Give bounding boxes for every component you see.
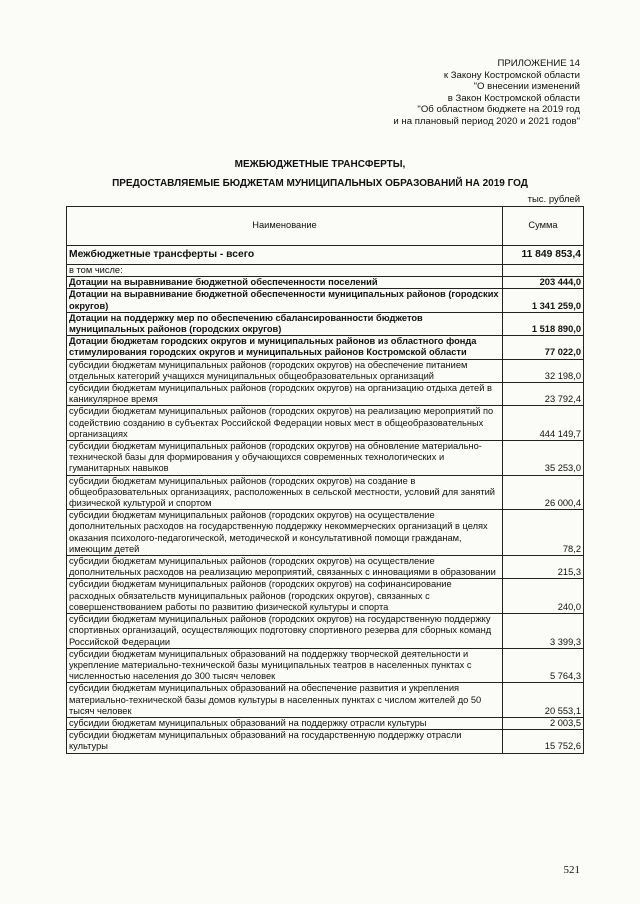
column-header-name: Наименование xyxy=(67,207,503,246)
table-row xyxy=(67,717,584,729)
row-sum: 23 792,4 xyxy=(503,383,584,406)
row-sum xyxy=(503,265,584,277)
table-row xyxy=(67,556,584,579)
page-number: 521 xyxy=(563,864,580,876)
row-name: Дотации на выравнивание бюджетной обеспеченности муниципальных районов (городских округов) xyxy=(67,289,503,312)
row-sum: 203 444,0 xyxy=(503,277,584,289)
appendix-header xyxy=(393,58,580,128)
row-name: субсидии бюджетам муниципальных образований на государственную поддержку отрасли культуры xyxy=(67,730,503,753)
row-name: субсидии бюджетам муниципальных районов (городских округов) на софинансирование расходных обязательств муниципальных районов (городских округов), связанных с совершенствованием работы по развитию физической культуры и спорта xyxy=(67,579,503,614)
table-row xyxy=(67,289,584,312)
table-body xyxy=(67,246,584,754)
row-name: в том числе: xyxy=(67,265,503,277)
table-row xyxy=(67,406,584,441)
row-sum: 26 000,4 xyxy=(503,475,584,510)
row-sum: 32 198,0 xyxy=(503,359,584,382)
row-name: субсидии бюджетам муниципальных районов (городских округов) на создание в общеобразовательных организациях, расположенных в сельской местности, условий для занятий физической культурой и спортом xyxy=(67,475,503,510)
row-sum: 1 518 890,0 xyxy=(503,312,584,335)
row-sum: 15 752,6 xyxy=(503,730,584,753)
row-name: Дотации на выравнивание бюджетной обеспеченности поселений xyxy=(67,277,503,289)
table-row xyxy=(67,246,584,265)
table-row xyxy=(67,579,584,614)
row-name: Межбюджетные трансферты - всего xyxy=(67,246,503,265)
table-row xyxy=(67,336,584,359)
row-name: субсидии бюджетам муниципальных районов (городских округов) на реализацию мероприятий по содействию созданию в субъектах Российской Федерации новых мест в общеобразовательных организациях xyxy=(67,406,503,441)
row-name: субсидии бюджетам муниципальных районов (городских округов) на обеспечение питанием отдельных категорий учащихся муниципальных общеобразовательных организаций xyxy=(67,359,503,382)
unit-label: тыс. рублей xyxy=(527,194,580,205)
row-sum: 35 253,0 xyxy=(503,441,584,476)
table-row xyxy=(67,648,584,683)
table-header-row xyxy=(67,207,584,246)
table-row xyxy=(67,475,584,510)
row-name: субсидии бюджетам муниципальных районов (городских округов) на государственную поддержку спортивных организаций, осуществляющих подготовку спортивного резерва для сборных команд Российской Федерации xyxy=(67,614,503,649)
row-sum: 444 149,7 xyxy=(503,406,584,441)
table-row xyxy=(67,683,584,718)
row-sum: 215,3 xyxy=(503,556,584,579)
document-subtitle: ПРЕДОСТАВЛЯЕМЫЕ БЮДЖЕТАМ МУНИЦИПАЛЬНЫХ ОБРАЗОВАНИЙ НА 2019 ГОД xyxy=(112,178,528,189)
table-row xyxy=(67,265,584,277)
row-name: субсидии бюджетам муниципальных образований на обеспечение развития и укрепления материально-технической базы домов культуры в населенных пунктах с числом жителей до 50 тысяч человек xyxy=(67,683,503,718)
row-name: Дотации бюджетам городских округов и муниципальных районов из областного фонда стимулирования городских округов и муниципальных районов Костромской области xyxy=(67,336,503,359)
header-line: "Об областном бюджете на 2019 год xyxy=(417,104,580,116)
header-line: в Закон Костромской области xyxy=(447,92,580,104)
document-title: МЕЖБЮДЖЕТНЫЕ ТРАНСФЕРТЫ, xyxy=(234,159,406,170)
row-name: субсидии бюджетам муниципальных образований на поддержку творческой деятельности и укрепление материально-технической базы муниципальных театров в населенных пунктах с численностью населения до 300 тысяч человек xyxy=(67,648,503,683)
row-name: субсидии бюджетам муниципальных районов (городских округов) на осуществление дополнительных расходов на реализацию мероприятий, связанных с инновациями в образовании xyxy=(67,556,503,579)
table-row xyxy=(67,614,584,649)
row-sum: 1 341 259,0 xyxy=(503,289,584,312)
table-row xyxy=(67,383,584,406)
header-line: ПРИЛОЖЕНИЕ 14 xyxy=(497,58,580,69)
row-name: субсидии бюджетам муниципальных образований на поддержку отрасли культуры xyxy=(67,717,503,729)
table-row xyxy=(67,359,584,382)
row-name: субсидии бюджетам муниципальных районов (городских округов) на обновление материально-технической базы для формирования у обучающихся современных технологических и гуманитарных навыков xyxy=(67,441,503,476)
header-line: к Закону Костромской области xyxy=(443,69,580,81)
row-name: субсидии бюджетам муниципальных районов (городских округов) на осуществление дополнительных расходов на государственную поддержку некоммерческих организаций в целях оказания психолого-педагогической, методической и консультативной помощи гражданам, имеющим детей xyxy=(67,510,503,556)
table-row xyxy=(67,510,584,556)
row-sum: 240,0 xyxy=(503,579,584,614)
row-name: субсидии бюджетам муниципальных районов (городских округов) на организацию отдыха детей в каникулярное время xyxy=(67,383,503,406)
column-header-sum: Сумма xyxy=(503,207,584,246)
header-line: "О внесении изменений xyxy=(473,81,580,93)
row-sum: 77 022,0 xyxy=(503,336,584,359)
row-sum: 20 553,1 xyxy=(503,683,584,718)
row-sum: 5 764,3 xyxy=(503,648,584,683)
row-sum: 78,2 xyxy=(503,510,584,556)
table-row xyxy=(67,312,584,335)
table-row xyxy=(67,441,584,476)
transfers-table xyxy=(66,206,584,754)
table-row xyxy=(67,730,584,753)
table-row xyxy=(67,277,584,289)
row-sum: 11 849 853,4 xyxy=(503,246,584,265)
row-sum: 2 003,5 xyxy=(503,717,584,729)
header-line: и на плановый период 2020 и 2021 годов" xyxy=(393,115,580,127)
row-sum: 3 399,3 xyxy=(503,614,584,649)
row-name: Дотации на поддержку мер по обеспечению сбалансированности бюджетов муниципальных районов (городских округов) xyxy=(67,312,503,335)
